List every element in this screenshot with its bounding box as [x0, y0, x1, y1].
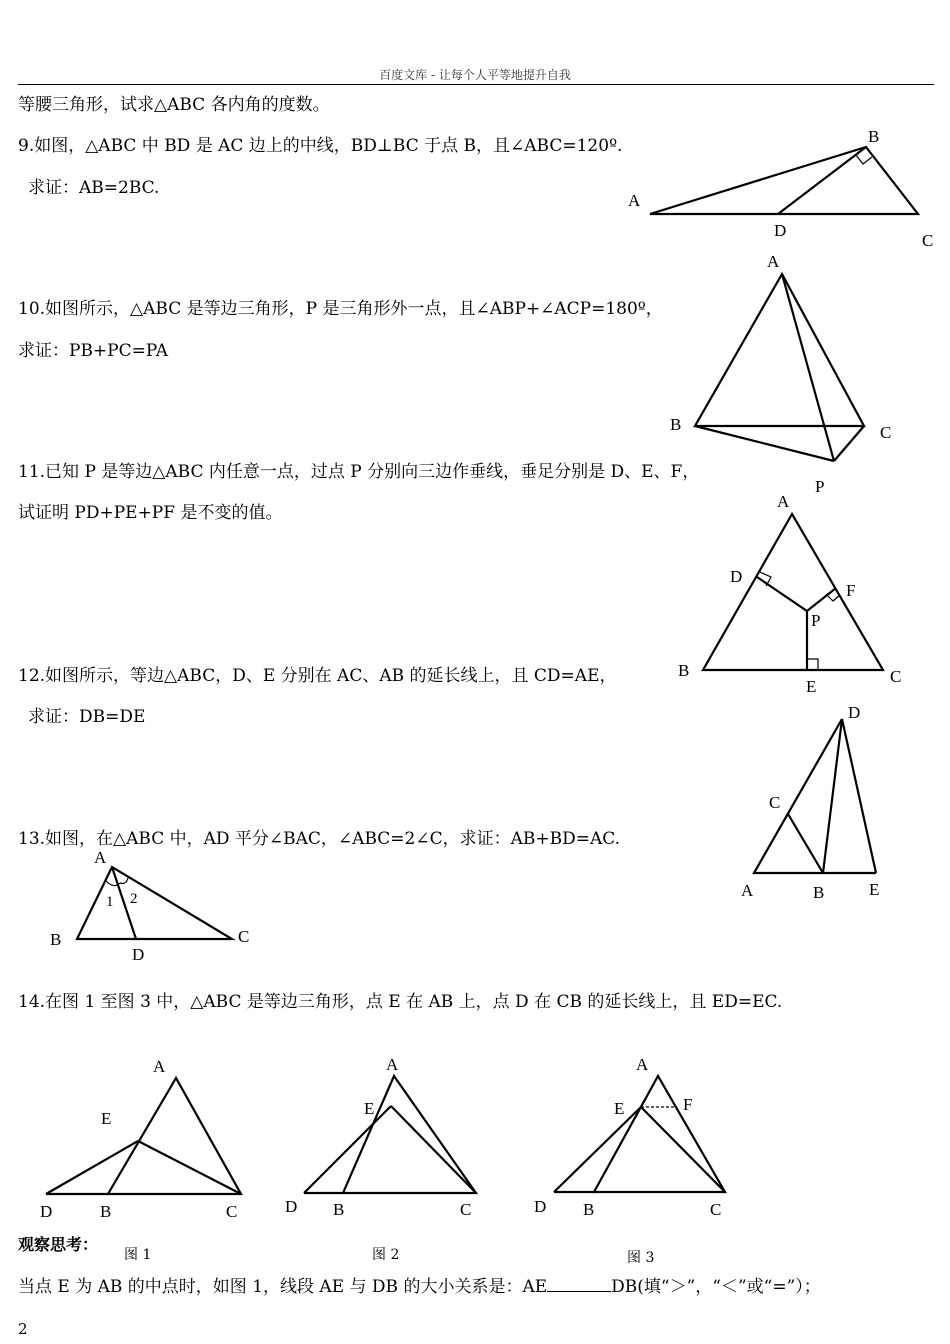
q9-prove: 求证：AB=2BC. [28, 178, 160, 198]
page-header: 百度文库 - 让每个人平等地提升自我 [379, 68, 571, 82]
fig2-label-b: B [333, 1200, 345, 1219]
q12-label-d: D [848, 703, 861, 722]
q9-label-a: A [628, 191, 641, 210]
q11-prove: 试证明 PD+PE+PF 是不变的值。 [18, 503, 283, 523]
fig2-line-ec [391, 1106, 476, 1193]
fig2-label-d: D [285, 1197, 298, 1216]
answer-text-before: 当点 E 为 AB 的中点时，如图 1，线段 AE 与 DB 的大小关系是：AE [18, 1277, 548, 1297]
q13-label-c: C [238, 927, 250, 946]
q10-label-b: B [670, 415, 682, 434]
fig3-label-d: D [534, 1197, 547, 1216]
q12-label-b: B [813, 883, 825, 902]
q9-label-c: C [922, 231, 934, 250]
line-isosceles: 等腰三角形，试求△ABC 各内角的度数。 [18, 95, 330, 115]
answer-text-after: DB(填“＞”，“＜”或“=”）； [611, 1277, 821, 1297]
q13-label-b: B [50, 930, 62, 949]
q13-triangle [77, 867, 232, 939]
fig1-label-b: B [100, 1202, 112, 1221]
q11-statement: 11.已知 P 是等边△ABC 内任意一点，过点 P 分别向三边作垂线，垂足分别是 D、E、F， [18, 462, 700, 482]
fig2-label-c: C [460, 1200, 472, 1219]
fig1-label-d: D [40, 1202, 53, 1221]
fig3-line-de [554, 1107, 641, 1192]
q10-prove: 求证：PB+PC=PA [18, 341, 169, 361]
q13-label-d: D [132, 945, 145, 964]
q12-label-e: E [869, 880, 880, 899]
q13-label-2: 2 [130, 891, 138, 907]
q11-label-f: F [846, 581, 856, 600]
q11-label-c: C [890, 667, 902, 686]
q10-triangle [695, 274, 864, 426]
answer-line [18, 1272, 821, 1297]
figure-q10 [660, 250, 900, 500]
q11-right-mark-e [807, 659, 818, 670]
q12-label-c: C [769, 793, 781, 812]
fig2-label-e: E [364, 1099, 375, 1118]
q10-line-pa [782, 274, 834, 461]
q12-line-db [823, 719, 842, 873]
observe-heading: 观察思考： [18, 1235, 99, 1254]
q11-label-d: D [730, 567, 743, 586]
q10-line-pc [834, 426, 864, 461]
q12-line-de [842, 719, 876, 873]
q11-triangle [703, 514, 883, 670]
q11-label-p: P [811, 611, 821, 630]
q13-statement: 13.如图，在△ABC 中，AD 平分∠BAC，∠ABC=2∠C，求证：AB+BD=AC. [18, 829, 621, 849]
q13-label-1: 1 [106, 894, 114, 910]
q9-statement: 9.如图，△ABC 中 BD 是 AC 边上的中线，BD⊥BC 于点 B，且∠ABC=120º. [18, 136, 623, 156]
q12-label-a: A [741, 881, 754, 900]
caption-fig2: 图 2 [372, 1247, 400, 1263]
q12-statement: 12.如图所示，等边△ABC，D、E 分别在 AC、AB 的延长线上，且 CD=AE， [18, 666, 617, 686]
figure-q11 [670, 490, 910, 700]
q10-label-a: A [767, 252, 780, 271]
q9-triangle [650, 147, 918, 214]
q10-label-c: C [880, 423, 892, 442]
fig2-label-a: A [386, 1055, 399, 1074]
q9-label-b: B [868, 127, 880, 146]
fig3-label-e: E [614, 1099, 625, 1118]
q10-statement: 10.如图所示，△ABC 是等边三角形，P 是三角形外一点，且∠ABP+∠ACP=180º， [18, 299, 663, 319]
fig1-label-a: A [153, 1057, 166, 1076]
page-number: 2 [18, 1320, 28, 1338]
q14-statement: 14.在图 1 至图 3 中，△ABC 是等边三角形，点 E 在 AB 上，点 D 在 CB 的延长线上，且 ED=EC. [18, 992, 783, 1012]
q9-median-bd [778, 147, 866, 214]
fig3-label-a: A [636, 1055, 649, 1074]
figure-q13 [40, 845, 270, 970]
answer-blank[interactable] [547, 1277, 611, 1292]
q11-label-b: B [678, 661, 690, 680]
fig3-label-b: B [583, 1200, 595, 1219]
q9-right-angle-mark [856, 155, 872, 164]
fig3-label-c: C [710, 1200, 722, 1219]
q10-line-pb [695, 426, 834, 461]
q13-label-a: A [94, 848, 107, 867]
figure-14-2 [280, 1050, 510, 1230]
header-rule [18, 84, 934, 85]
fig1-label-e: E [101, 1109, 112, 1128]
figure-q12 [735, 700, 905, 910]
q10-label-p: P [815, 477, 825, 496]
fig1-label-c: C [226, 1202, 238, 1221]
caption-fig1: 图 1 [124, 1247, 152, 1263]
q11-label-e: E [806, 677, 817, 696]
q12-prove: 求证：DB=DE [28, 707, 146, 727]
fig1-triangle [108, 1078, 241, 1194]
q11-label-a: A [777, 492, 790, 511]
figure-q9 [620, 125, 940, 250]
fig3-label-f: F [683, 1095, 693, 1114]
figure-14-1 [30, 1050, 260, 1230]
q9-label-d: D [774, 221, 787, 240]
caption-fig3: 图 3 [627, 1250, 655, 1266]
q13-angle-arc-2 [120, 878, 128, 883]
figure-14-3 [530, 1050, 760, 1230]
q12-line-cb [788, 814, 823, 873]
